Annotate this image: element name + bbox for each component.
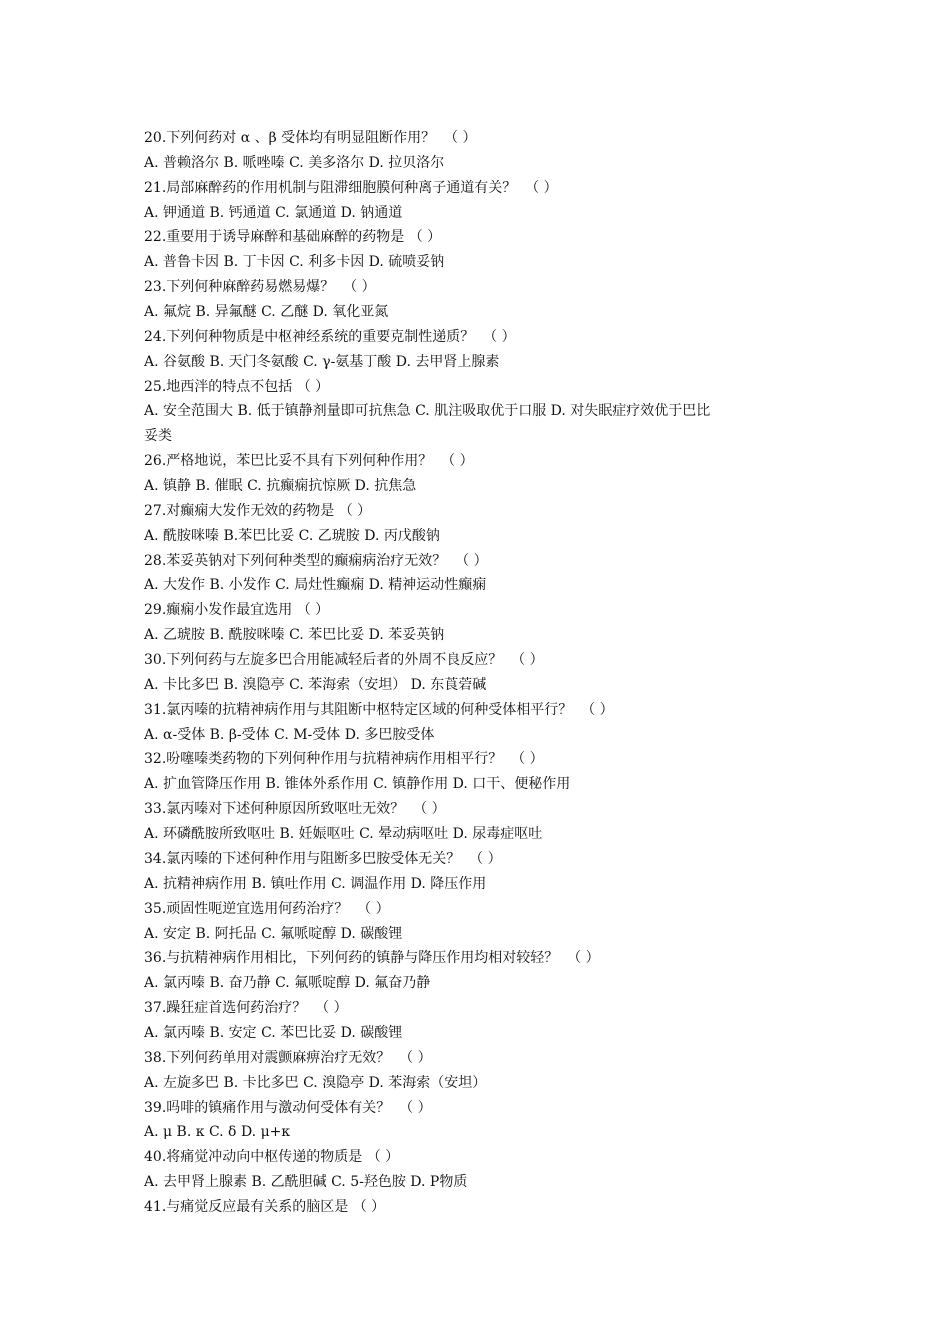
- options-27: A. 酰胺咪嗪 B.苯巴比妥 C. 乙琥胺 D. 丙戊酸钠: [144, 527, 440, 544]
- options-20: A. 普赖洛尔 B. 哌唑嗪 C. 美多洛尔 D. 拉贝洛尔: [144, 154, 445, 171]
- question-32: 32.吩噻嗪类药物的下列何种作用与抗精神病作用相平行？ （ ）: [144, 751, 544, 768]
- options-33: A. 环磷酰胺所致呕吐 B. 妊娠呕吐 C. 晕动病呕吐 D. 尿毒症呕吐: [144, 826, 543, 843]
- question-22: 22.重要用于诱导麻醉和基础麻醉的药物是 （ ）: [144, 229, 442, 246]
- question-21: 21.局部麻醉药的作用机制与阻滞细胞膜何种离子通道有关？ （ ）: [144, 179, 558, 196]
- options-22: A. 普鲁卡因 B. 丁卡因 C. 利多卡因 D. 硫喷妥钠: [144, 254, 445, 271]
- question-26: 26.严格地说，苯巴比妥不具有下列何种作用？ （ ）: [144, 453, 474, 470]
- question-20: 20.下列何药对 α 、β 受体均有明显阻断作用？ （ ）: [144, 130, 477, 146]
- options-31: A. α-受体 B. β-受体 C. M-受体 D. 多巴胺受体: [144, 726, 435, 743]
- options-21: A. 钾通道 B. 钙通道 C. 氯通道 D. 钠通道: [144, 204, 403, 221]
- options-34: A. 抗精神病作用 B. 镇吐作用 C. 调温作用 D. 降压作用: [144, 875, 487, 892]
- options-24: A. 谷氨酸 B. 天门冬氨酸 C. γ-氨基丁酸 D. 去甲肾上腺素: [144, 353, 500, 370]
- question-41: 41.与痛觉反应最有关系的脑区是 （ ）: [144, 1198, 386, 1215]
- question-24: 24.下列何种物质是中枢神经系统的重要克制性递质？ （ ）: [144, 328, 516, 345]
- question-28: 28.苯妥英钠对下列何种类型的癫痫病治疗无效？ （ ）: [144, 552, 488, 569]
- options-35: A. 安定 B. 阿托品 C. 氟哌啶醇 D. 碳酸锂: [144, 925, 403, 942]
- question-36: 36.与抗精神病作用相比，下列何药的镇静与降压作用均相对较轻？ （ ）: [144, 950, 600, 967]
- question-23: 23.下列何种麻醉药易燃易爆？ （ ）: [144, 279, 376, 296]
- options-40: A. 去甲肾上腺素 B. 乙酰胆碱 C. 5-羟色胺 D. P物质: [144, 1174, 468, 1191]
- question-34: 34.氯丙嗪的下述何种作用与阻断多巴胺受体无关？ （ ）: [144, 850, 502, 867]
- question-30: 30.下列何药与左旋多巴合用能减轻后者的外周不良反应？ （ ）: [144, 652, 544, 669]
- options-23: A. 氟烷 B. 异氟醚 C. 乙醚 D. 氧化亚氮: [144, 304, 389, 321]
- question-31: 31.氯丙嗪的抗精神病作用与其阻断中枢特定区域的何种受体相平行？ （ ）: [144, 701, 614, 718]
- question-35: 35.顽固性呃逆宜选用何药治疗？ （ ）: [144, 900, 390, 917]
- options-39: A. μ B. κ C. δ D. μ+κ: [144, 1124, 291, 1141]
- question-25: 25.地西泮的特点不包括 （ ）: [144, 378, 330, 395]
- question-39: 39.吗啡的镇痛作用与激动何受体有关？ （ ）: [144, 1099, 432, 1116]
- question-list: [144, 126, 814, 1220]
- options-30: A. 卡比多巴 B. 溴隐亭 C. 苯海索（安坦） D. 东莨菪碱: [144, 676, 487, 693]
- question-38: 38.下列何药单用对震颤麻痹治疗无效？ （ ）: [144, 1049, 432, 1066]
- options-36: A. 氯丙嗪 B. 奋乃静 C. 氟哌啶醇 D. 氟奋乃静: [144, 975, 431, 992]
- options-32: A. 扩血管降压作用 B. 锥体外系作用 C. 镇静作用 D. 口干、便秘作用: [144, 776, 571, 793]
- options-25: A. 安全范围大 B. 低于镇静剂量即可抗焦急 C. 肌注吸取优于口服 D. 对失眠症疗效优于巴比: [144, 403, 711, 420]
- question-40: 40.将痛觉冲动向中枢传递的物质是 （ ）: [144, 1149, 400, 1166]
- options-26: A. 镇静 B. 催眠 C. 抗癫痫抗惊厥 D. 抗焦急: [144, 478, 417, 495]
- question-27: 27.对癫痫大发作无效的药物是 （ ）: [144, 502, 372, 519]
- options-28: A. 大发作 B. 小发作 C. 局灶性癫痫 D. 精神运动性癫痫: [144, 577, 487, 594]
- options-25-continued: 妥类: [144, 428, 172, 445]
- question-33: 33.氯丙嗪对下述何种原因所致呕吐无效？ （ ）: [144, 801, 446, 818]
- question-37: 37.躁狂症首选何药治疗？ （ ）: [144, 1000, 348, 1017]
- options-38: A. 左旋多巴 B. 卡比多巴 C. 溴隐亭 D. 苯海索（安坦）: [144, 1074, 487, 1091]
- options-29: A. 乙琥胺 B. 酰胺咪嗪 C. 苯巴比妥 D. 苯妥英钠: [144, 627, 445, 644]
- options-37: A. 氯丙嗪 B. 安定 C. 苯巴比妥 D. 碳酸锂: [144, 1024, 403, 1041]
- question-29: 29.癫痫小发作最宜选用 （ ）: [144, 602, 330, 619]
